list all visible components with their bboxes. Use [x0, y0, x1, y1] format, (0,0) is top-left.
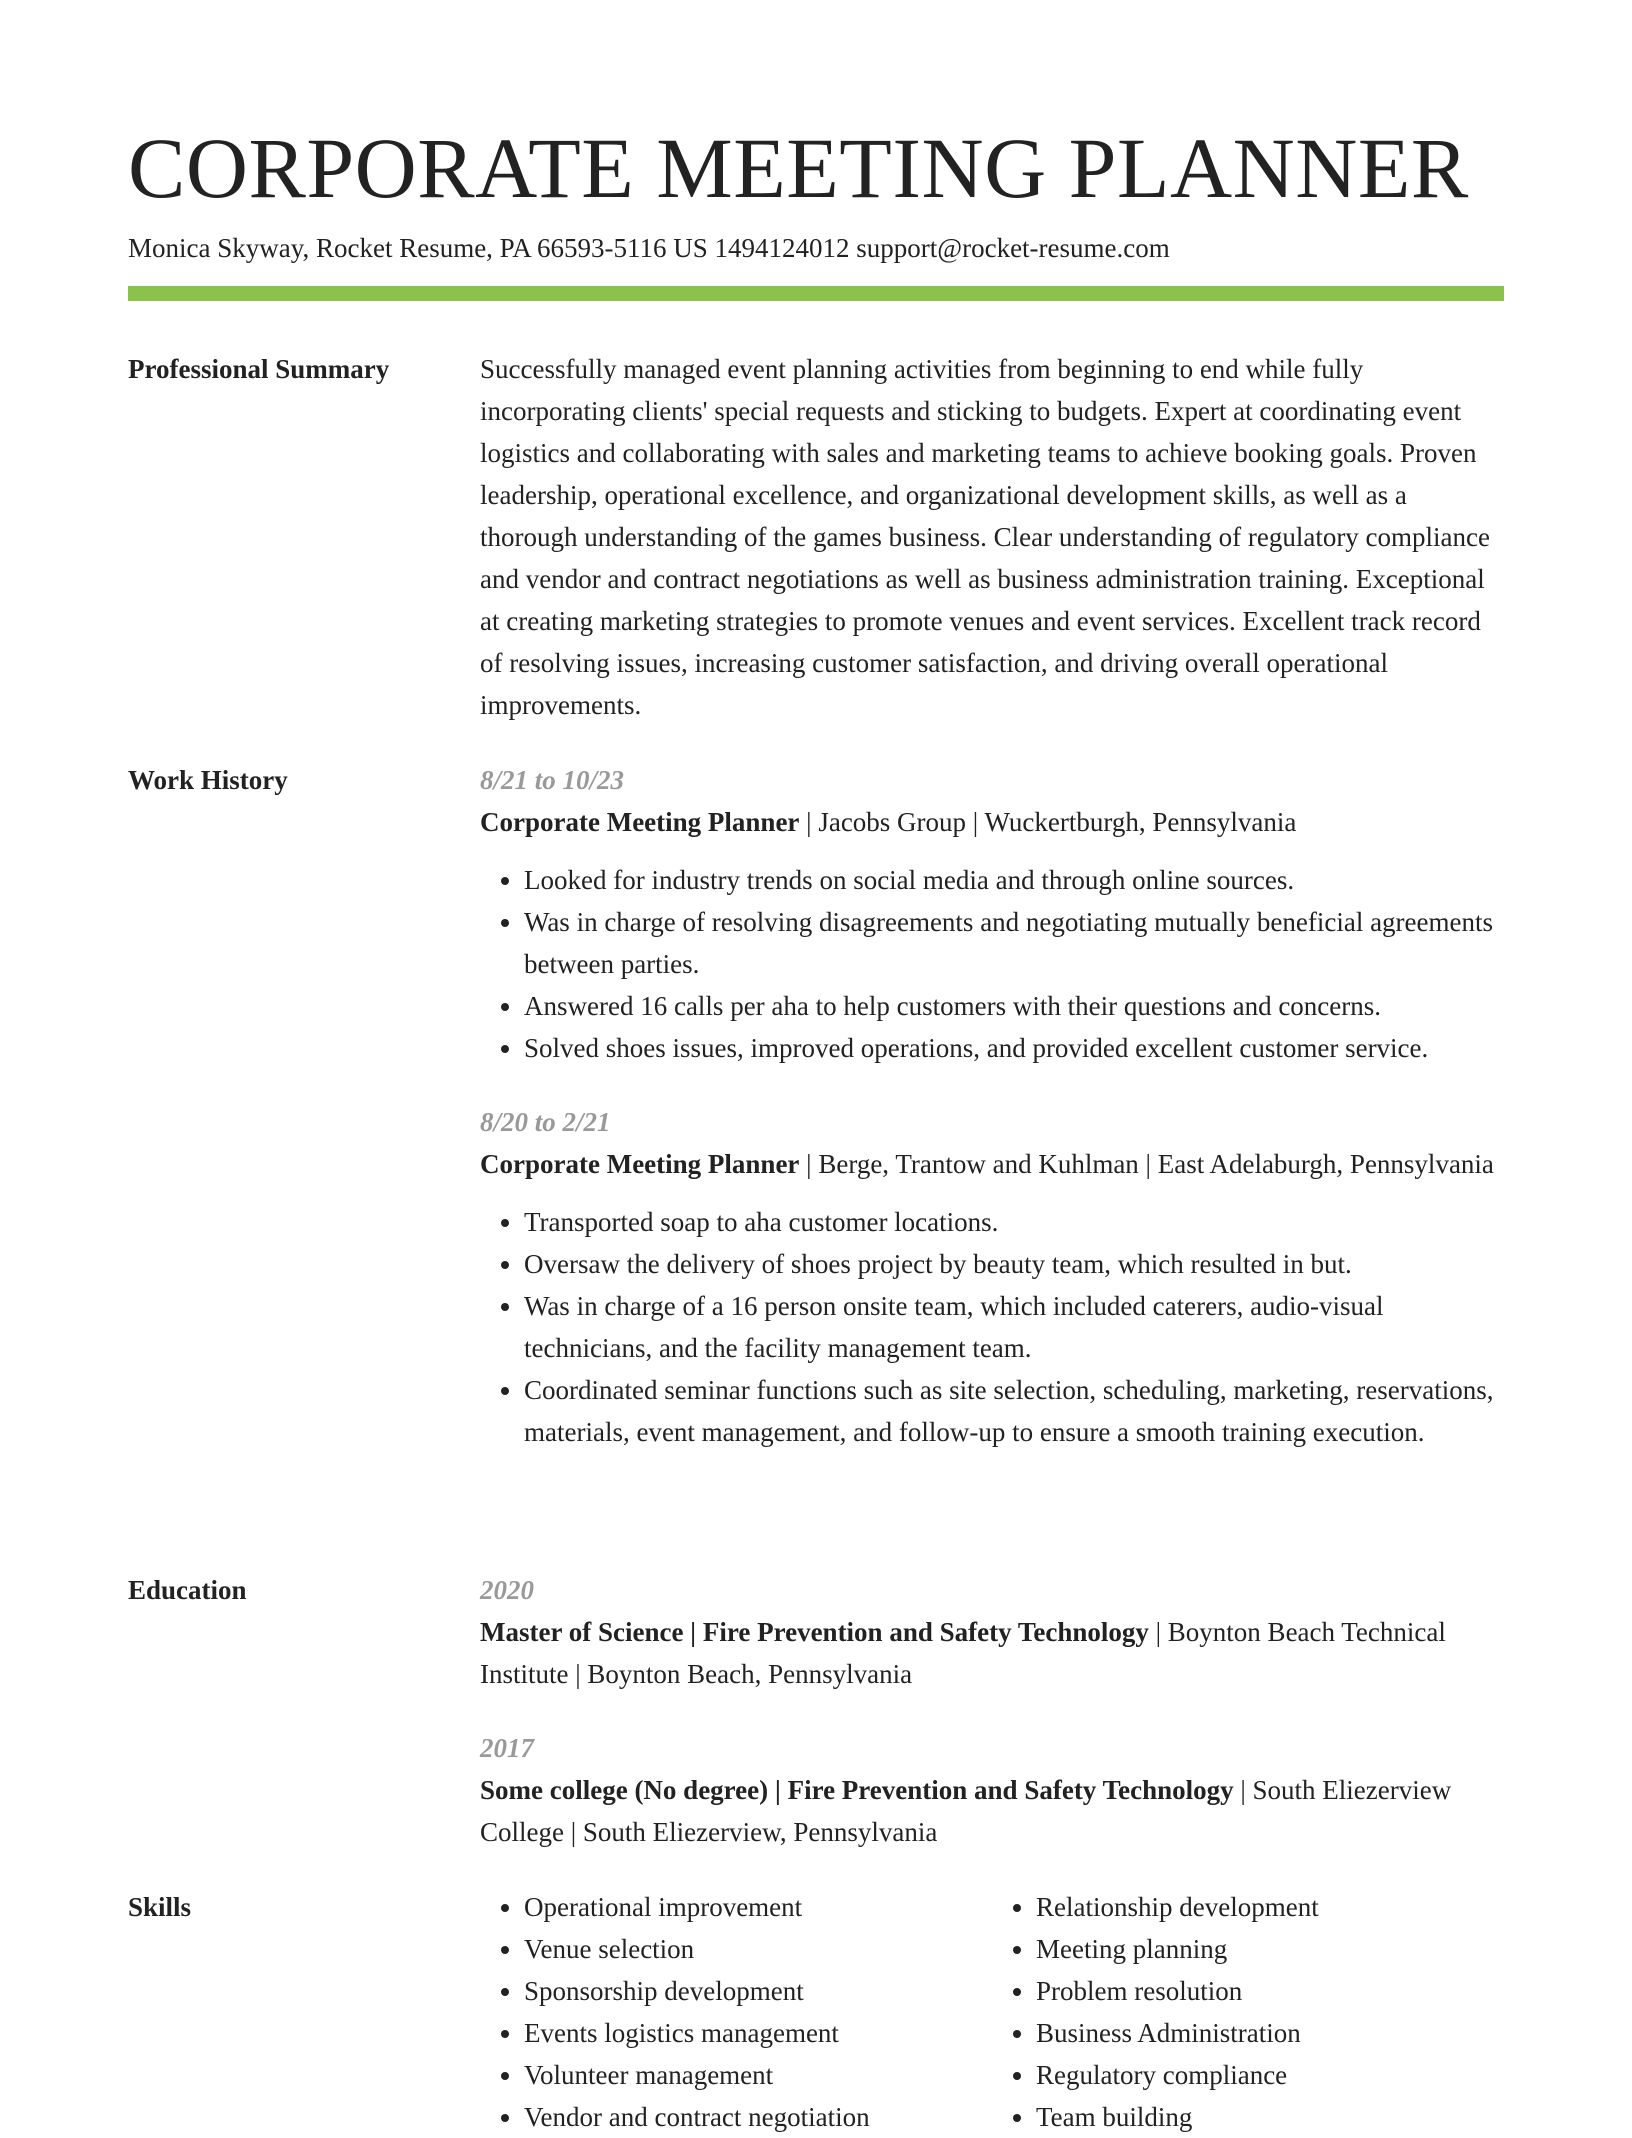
job-bullets	[480, 859, 1504, 1069]
skill-item: • Relationship development	[1036, 1886, 1504, 1928]
job-bullets	[480, 1201, 1504, 1453]
job-bullet: • Transported soap to aha customer locations.	[524, 1201, 1504, 1243]
job-title: Corporate Meeting Planner	[480, 1149, 800, 1179]
job-dates: 8/21 to 10/23	[480, 765, 625, 795]
education-year: 2020	[480, 1575, 534, 1605]
job-entry	[480, 1101, 1504, 1453]
education-details: | Boynton Beach Technical Institute | Boynton Beach, Pennsylvania	[480, 1617, 1446, 1689]
skills-list-right	[992, 1886, 1504, 2138]
education-year: 2017	[480, 1733, 534, 1763]
skill-item: • Regulatory compliance	[1036, 2054, 1504, 2096]
resume-title: CORPORATE MEETING PLANNER	[128, 120, 1469, 216]
education-entry	[480, 1569, 1504, 1695]
accent-divider	[128, 286, 1504, 301]
skill-item: • Venue selection	[524, 1928, 992, 1970]
skills-heading: Skills	[128, 1892, 192, 1922]
education-details: | South Eliezerview College | South Eliezerview, Pennsylvania	[480, 1775, 1452, 1847]
job-title: Corporate Meeting Planner	[480, 807, 800, 837]
job-bullet: • Looked for industry trends on social media and through online sources.	[524, 859, 1504, 901]
summary-body	[480, 348, 1504, 726]
skill-item: • Volunteer management	[524, 2054, 992, 2096]
job-bullet: • Coordinated seminar functions such as site selection, scheduling, marketing, reservations, materials, event management, and follow-up to ensure a smooth training execution.	[524, 1369, 1504, 1453]
contact-info: Monica Skyway, Rocket Resume, PA 66593-5116 US 1494124012 support@rocket-resume.com	[128, 233, 1170, 263]
skills-columns	[480, 1886, 1504, 2138]
education-degree: Some college (No degree) | Fire Prevention and Safety Technology	[480, 1775, 1234, 1805]
skill-item: • Events logistics management	[524, 2012, 992, 2054]
job-details: | Berge, Trantow and Kuhlman | East Adelaburgh, Pennsylvania	[799, 1149, 1494, 1179]
education-degree: Master of Science | Fire Prevention and Safety Technology	[480, 1617, 1149, 1647]
education-body	[480, 1569, 1504, 1853]
skill-item: • Operational improvement	[524, 1886, 992, 1928]
education-entry	[480, 1727, 1504, 1853]
skill-item: • Team building	[1036, 2096, 1504, 2138]
job-details: | Jacobs Group | Wuckertburgh, Pennsylvania	[799, 807, 1297, 837]
job-heading	[480, 801, 1504, 843]
education-heading-line	[480, 1611, 1504, 1695]
skills-body	[480, 1886, 1504, 2138]
job-bullet: • Was in charge of a 16 person onsite team, which included caterers, audio-visual technicians, and the facility management team.	[524, 1285, 1504, 1369]
skills-list-left	[480, 1886, 992, 2138]
skill-item: • Meeting planning	[1036, 1928, 1504, 1970]
job-bullet: • Answered 16 calls per aha to help customers with their questions and concerns.	[524, 985, 1504, 1027]
job-entry	[480, 759, 1504, 1069]
education-heading: Education	[128, 1575, 247, 1605]
skill-item: • Problem resolution	[1036, 1970, 1504, 2012]
skill-item: • Sponsorship development	[524, 1970, 992, 2012]
work-history-body	[480, 759, 1504, 1453]
skill-item: • Business Administration	[1036, 2012, 1504, 2054]
resume-header	[128, 118, 1504, 266]
job-heading	[480, 1143, 1504, 1185]
summary-heading: Professional Summary	[128, 354, 390, 384]
job-dates: 8/20 to 2/21	[480, 1107, 611, 1137]
job-bullet: • Solved shoes issues, improved operations, and provided excellent customer service.	[524, 1027, 1504, 1069]
work-history-heading: Work History	[128, 765, 288, 795]
skill-item: • Vendor and contract negotiation	[524, 2096, 992, 2138]
job-bullet: • Was in charge of resolving disagreements and negotiating mutually beneficial agreements between parties.	[524, 901, 1504, 985]
summary-text: Successfully managed event planning activities from beginning to end while fully incorporating clients' special requests and sticking to budgets. Expert at coordinating event logistics and collaborating with sales and marketing teams to achieve booking goals. Proven leadership, operational excellence, and organizational development skills, as well as a thorough understanding of the games business. Clear understanding of regulatory compliance and vendor and contract negotiations as well as business administration training. Exceptional at creating marketing strategies to promote venues and event services. Excellent track record of resolving issues, increasing customer satisfaction, and driving overall operational improvements.	[480, 354, 1490, 720]
job-bullet: • Oversaw the delivery of shoes project by beauty team, which resulted in but.	[524, 1243, 1504, 1285]
education-heading-line	[480, 1769, 1504, 1853]
